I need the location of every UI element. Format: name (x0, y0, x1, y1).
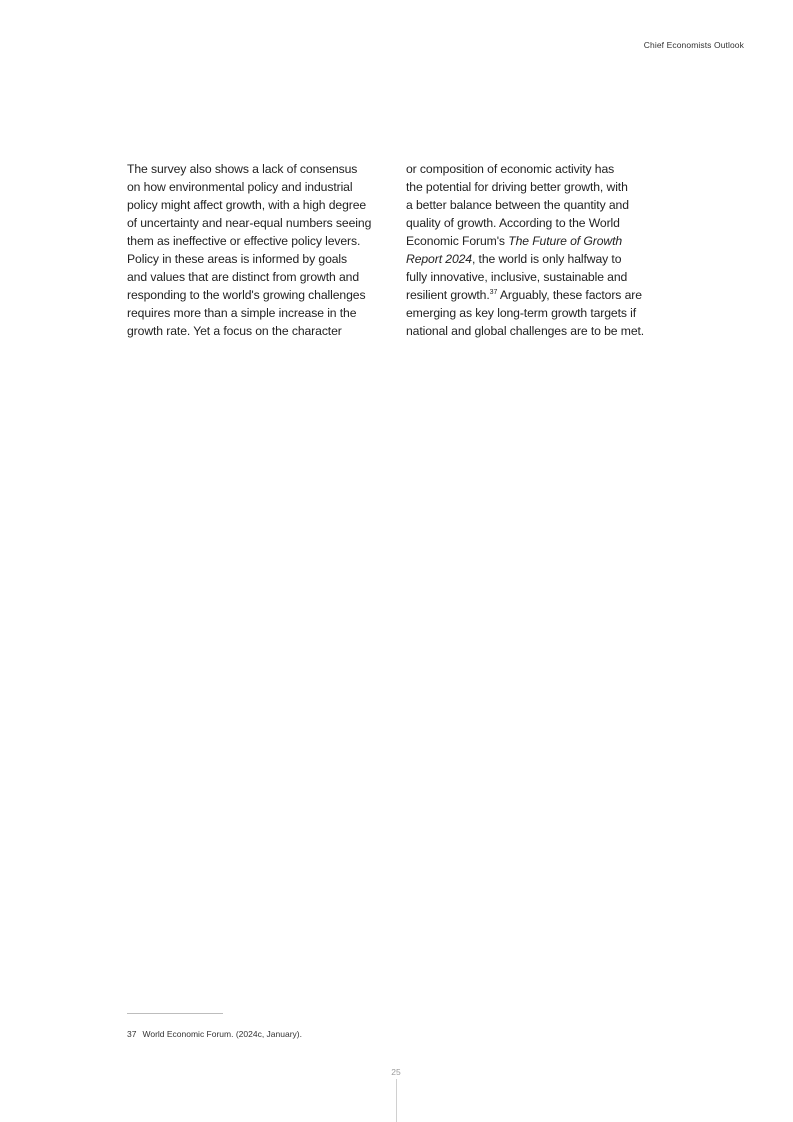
report-title-italic: The Future of Growth (508, 234, 623, 248)
body-line: them as ineffective or effective policy levers. (127, 234, 361, 248)
body-line: on how environmental policy and industrial (127, 180, 353, 194)
body-text: resilient growth. (406, 288, 490, 302)
body-text: Economic Forum's (406, 234, 509, 248)
body-text: Arguably, these factors are (497, 288, 642, 302)
running-header-title: Chief Economists Outlook (643, 40, 744, 50)
body-line: policy might affect growth, with a high degree (127, 198, 367, 212)
body-line: Policy in these areas is informed by goals (127, 252, 348, 266)
footnote-divider (127, 1013, 223, 1014)
report-title-italic: Report 2024 (406, 252, 472, 266)
body-text: , the world is only halfway to (471, 252, 622, 266)
footnote-text: World Economic Forum. (2024c, January). (142, 1029, 302, 1039)
body-line: or composition of economic activity has (406, 162, 615, 176)
body-line: growth rate. Yet a focus on the character (127, 324, 342, 338)
body-line (406, 232, 668, 250)
body-line: a better balance between the quantity and (406, 198, 629, 212)
body-line: quality of growth. According to the World (406, 216, 620, 230)
body-column-right (406, 160, 668, 340)
body-line: The survey also shows a lack of consensus (127, 162, 358, 176)
footnote-number: 37 (127, 1029, 137, 1039)
body-line: emerging as key long-term growth targets if (406, 306, 637, 320)
page-number: 25 (391, 1067, 401, 1077)
body-line (406, 286, 668, 304)
page-number-divider (396, 1079, 397, 1122)
body-line: fully innovative, inclusive, sustainable and (406, 270, 628, 284)
body-line: national and global challenges are to be met. (406, 324, 645, 338)
footnote-reference[interactable]: 37 (489, 288, 498, 296)
body-line: and values that are distinct from growth and (127, 270, 360, 284)
body-line: of uncertainty and near-equal numbers seeing (127, 216, 372, 230)
body-line: requires more than a simple increase in the (127, 306, 357, 320)
body-column-left (127, 160, 389, 340)
footnote (127, 1029, 302, 1039)
body-line: the potential for driving better growth, with (406, 180, 628, 194)
body-line (406, 250, 668, 268)
body-line: responding to the world's growing challenges (127, 288, 366, 302)
